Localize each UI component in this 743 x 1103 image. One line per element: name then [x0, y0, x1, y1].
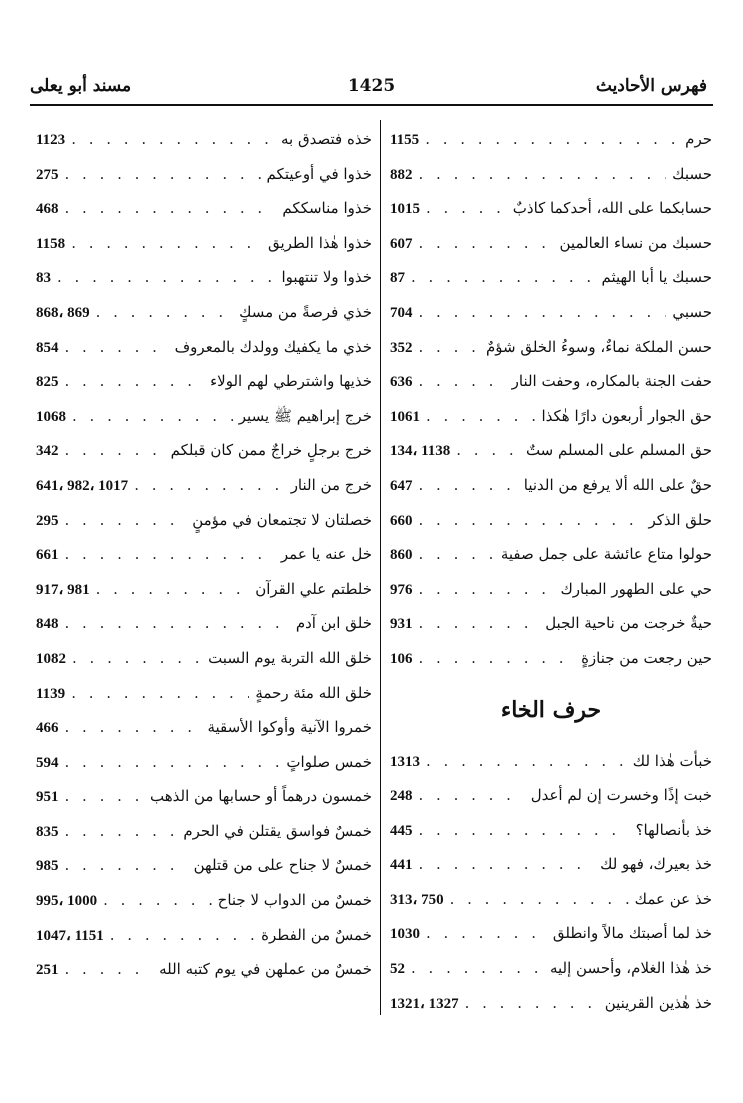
- hadith-number-ref: 1321، 1327: [390, 995, 459, 1012]
- index-entry: [36, 157, 372, 192]
- index-entry: [36, 848, 372, 883]
- dot-leader: [426, 191, 507, 226]
- hadith-number-ref: 985: [36, 858, 59, 875]
- page-number: 1425: [347, 76, 396, 96]
- dot-leader: [65, 364, 205, 399]
- index-entry: [36, 572, 372, 607]
- hadith-number-ref: 1158: [36, 235, 66, 252]
- index-entry: [36, 399, 372, 434]
- hadith-text: حسبك: [672, 164, 712, 183]
- index-entry: [390, 399, 712, 434]
- column-divider: [380, 120, 381, 1015]
- index-entry: [390, 364, 712, 399]
- hadith-text: خذ بأنصالها؟: [635, 820, 712, 839]
- hadith-text: خمسٌ من الفطرة: [261, 925, 372, 944]
- dot-leader: [65, 606, 290, 641]
- hadith-text: خذوا هٰذا الطريق: [267, 233, 372, 252]
- index-entry: [390, 916, 712, 951]
- index-entry: [390, 503, 712, 538]
- right-column: [390, 122, 712, 1020]
- dot-leader: [65, 157, 261, 192]
- dot-leader: [65, 848, 188, 883]
- hadith-number-ref: 1313: [390, 753, 420, 770]
- hadith-text: خرج برجلٍ خراجٌ ممن كان قبلكم: [170, 441, 372, 460]
- hadith-text: حسن الملكة نماءٌ، وسوءُ الخلق شؤمٌ: [485, 337, 712, 356]
- hadith-number-ref: 661: [36, 547, 59, 564]
- dot-leader: [65, 710, 202, 745]
- index-entry: [390, 813, 712, 848]
- hadith-number-ref: 468: [36, 201, 59, 218]
- hadith-number-ref: 1015: [390, 201, 420, 218]
- hadith-text: خذيها واشترطي لهم الولاء: [210, 372, 372, 391]
- index-entry: [36, 468, 372, 503]
- hadith-text: حين رجعت من جنازةٍ: [581, 648, 712, 667]
- dot-leader: [72, 399, 233, 434]
- hadith-number-ref: 868، 869: [36, 304, 90, 321]
- hadith-text: حسبي: [672, 302, 712, 321]
- hadith-number-ref: 636: [390, 374, 413, 391]
- index-entry: [390, 641, 712, 676]
- dot-leader: [65, 503, 187, 538]
- dot-leader: [419, 503, 643, 538]
- hadith-text: خذ هٰذا الغلام، وأحسن إليه: [549, 959, 712, 978]
- hadith-text: خذوا في أوعيتكم: [266, 164, 372, 183]
- index-entry: [390, 986, 712, 1021]
- index-entry: [390, 191, 712, 226]
- hadith-number-ref: 1082: [36, 650, 66, 667]
- hadith-number-ref: 52: [390, 961, 405, 978]
- dot-leader: [419, 157, 667, 192]
- index-entry: [36, 260, 372, 295]
- hadith-number-ref: 1068: [36, 408, 66, 425]
- dot-leader: [65, 433, 165, 468]
- index-entry: [36, 330, 372, 365]
- hadith-text: خمسٌ من الدواب لا جناح: [217, 891, 372, 910]
- running-title-book: مسند أبو يعلى: [30, 76, 132, 96]
- index-entry: [390, 260, 712, 295]
- index-entry: [390, 606, 712, 641]
- dot-leader: [419, 330, 480, 365]
- hadith-number-ref: 295: [36, 512, 59, 529]
- hadith-number-ref: 87: [390, 270, 405, 287]
- hadith-number-ref: 594: [36, 754, 59, 771]
- hadith-number-ref: 860: [390, 547, 413, 564]
- hadith-number-ref: 445: [390, 822, 413, 839]
- dot-leader: [419, 606, 540, 641]
- hadith-text: حي على الطهور المبارك: [560, 579, 712, 598]
- hadith-number-ref: 466: [36, 720, 59, 737]
- index-entry: [36, 814, 372, 849]
- running-title-index: فهرس الأحاديث: [595, 76, 707, 96]
- hadith-number-ref: 106: [390, 650, 413, 667]
- dot-leader: [419, 295, 667, 330]
- index-entry: [390, 744, 712, 779]
- hadith-text: خذي ما يكفيك وولدك بالمعروف: [174, 337, 372, 356]
- hadith-text: خلق ابن آدم: [295, 614, 372, 633]
- hadith-number-ref: 275: [36, 166, 59, 183]
- dot-leader: [71, 676, 249, 711]
- entries-before-list: [390, 122, 712, 676]
- index-entry: [390, 157, 712, 192]
- dot-leader: [419, 778, 525, 813]
- hadith-text: خبت إذًا وخسرت إن لم أعدل: [530, 786, 712, 805]
- dot-leader: [411, 260, 596, 295]
- index-entry: [390, 951, 712, 986]
- index-entry: [36, 641, 372, 676]
- index-entry: [36, 433, 372, 468]
- hadith-number-ref: 951: [36, 789, 59, 806]
- index-entry: [36, 745, 372, 780]
- hadith-text: حقٌ على الله ألا يرفع من الدنيا: [523, 475, 712, 494]
- hadith-text: حسابكما على الله، أحدكما كاذبٌ: [512, 199, 712, 218]
- index-entry: [390, 572, 712, 607]
- hadith-text: خذوا مناسككم: [282, 199, 372, 218]
- hadith-number-ref: 931: [390, 616, 413, 633]
- hadith-number-ref: 835: [36, 823, 59, 840]
- hadith-number-ref: 1139: [36, 685, 66, 702]
- index-entry: [36, 606, 372, 641]
- hadith-number-ref: 660: [390, 512, 413, 529]
- index-entry: [36, 883, 372, 918]
- hadith-number-ref: 248: [390, 788, 413, 805]
- index-entry: [390, 537, 712, 572]
- hadith-text: خلطتم علي القرآن: [255, 579, 372, 598]
- hadith-text: خذ بعيرك، فهو لك: [600, 855, 712, 874]
- index-entry: [36, 503, 372, 538]
- hadith-text: خذه فتصدق به: [281, 130, 372, 148]
- dot-leader: [96, 572, 250, 607]
- left-column: [36, 122, 372, 987]
- dot-leader: [65, 537, 275, 572]
- dot-leader: [419, 364, 506, 399]
- entries-list: [36, 122, 372, 987]
- hadith-text: خذي فرصةً من مسكٍ: [239, 302, 372, 321]
- index-entry: [36, 191, 372, 226]
- hadith-number-ref: 83: [36, 270, 51, 287]
- index-entry: [36, 122, 372, 157]
- dot-leader: [65, 745, 281, 780]
- hadith-text: خمسٌ من عملهن في يوم كتبه الله: [159, 960, 372, 979]
- hadith-number-ref: 848: [36, 616, 59, 633]
- hadith-text: خمس صلواتٍ: [286, 752, 372, 771]
- dot-leader: [425, 122, 679, 157]
- hadith-number-ref: 854: [36, 339, 59, 356]
- dot-leader: [419, 468, 518, 503]
- hadith-number-ref: 825: [36, 374, 59, 391]
- hadith-number-ref: 607: [390, 235, 413, 252]
- hadith-text: حلق الذكر: [648, 510, 712, 529]
- dot-leader: [450, 882, 629, 917]
- index-entry: [390, 295, 712, 330]
- dot-leader: [110, 918, 255, 953]
- hadith-text: حفت الجنة بالمكاره، وحفت النار: [511, 372, 712, 391]
- index-entry: [390, 468, 712, 503]
- dot-leader: [72, 641, 202, 676]
- dot-leader: [419, 641, 576, 676]
- dot-leader: [71, 122, 275, 157]
- hadith-number-ref: 1030: [390, 926, 420, 943]
- hadith-text: خمسٌ فواسق يقتلن في الحرم: [183, 821, 372, 840]
- index-entry: [36, 537, 372, 572]
- dot-leader: [71, 226, 262, 261]
- dot-leader: [411, 951, 544, 986]
- dot-leader: [419, 537, 495, 572]
- index-entry: [390, 778, 712, 813]
- hadith-number-ref: 704: [390, 304, 413, 321]
- hadith-number-ref: 647: [390, 477, 413, 494]
- dot-leader: [426, 399, 535, 434]
- hadith-text: خمروا الآنية وأوكوا الأسقية: [207, 718, 372, 737]
- dot-leader: [134, 468, 285, 503]
- index-entry: [36, 295, 372, 330]
- dot-leader: [65, 330, 169, 365]
- index-entry: [36, 918, 372, 953]
- hadith-text: خمسٌ لا جناح على من قتلهن: [193, 856, 372, 875]
- hadith-text: خمسون درهماً أو حسابها من الذهب: [149, 787, 372, 806]
- hadith-number-ref: 1155: [390, 132, 420, 148]
- hadith-text: حيةٌ خرجت من ناحية الجبل: [545, 614, 712, 633]
- hadith-number-ref: 641، 982، 1017: [36, 477, 129, 494]
- hadith-number-ref: 342: [36, 443, 59, 460]
- hadith-text: حولوا متاع عائشة على جمل صفية: [500, 545, 712, 564]
- section-title: حرف الخاء: [500, 696, 602, 723]
- header-rule: [30, 104, 713, 106]
- index-entry: [36, 676, 372, 711]
- index-entry: [390, 330, 712, 365]
- hadith-text: خذ عن عمك: [634, 889, 712, 908]
- index-entry: [36, 952, 372, 987]
- dot-leader: [465, 986, 599, 1021]
- dot-leader: [456, 433, 520, 468]
- dot-leader: [419, 226, 554, 261]
- hadith-number-ref: 976: [390, 581, 413, 598]
- dot-leader: [426, 744, 627, 779]
- index-entry: [390, 433, 712, 468]
- hadith-number-ref: 1123: [36, 132, 66, 148]
- hadith-text: حق المسلم على المسلم ستٌ: [525, 441, 712, 460]
- hadith-text: خذوا ولا تنتهبوا: [281, 268, 372, 287]
- hadith-text: خرج إبراهيم ﷺ يسير: [238, 406, 372, 425]
- hadith-text: خبأت هٰذا لك: [632, 751, 712, 770]
- hadith-text: خذ هٰذين القرينين: [604, 993, 712, 1012]
- hadith-text: حسبك من نساء العالمين: [559, 233, 712, 252]
- dot-leader: [65, 814, 178, 849]
- hadith-text: خرج من النار: [290, 475, 372, 494]
- index-entry: [390, 882, 712, 917]
- dot-leader: [65, 952, 154, 987]
- entries-after-list: [390, 744, 712, 1021]
- dot-leader: [57, 260, 276, 295]
- dot-leader: [65, 191, 277, 226]
- index-entry: [390, 847, 712, 882]
- hadith-number-ref: 134، 1138: [390, 443, 451, 460]
- hadith-text: خصلتان لا تجتمعان في مؤمنٍ: [192, 510, 372, 529]
- hadith-number-ref: 995، 1000: [36, 893, 98, 910]
- hadith-number-ref: 882: [390, 166, 413, 183]
- dot-leader: [103, 883, 212, 918]
- hadith-number-ref: 313، 750: [390, 891, 444, 908]
- hadith-text: خذ لما أصبتك مالاً وانطلق: [552, 924, 712, 943]
- dot-leader: [426, 916, 547, 951]
- hadith-number-ref: 441: [390, 857, 413, 874]
- hadith-number-ref: 352: [390, 339, 413, 356]
- index-entry: [36, 364, 372, 399]
- index-entry: [36, 779, 372, 814]
- dot-leader: [65, 779, 144, 814]
- hadith-text: خلق الله مئة رحمةٍ: [255, 683, 372, 702]
- hadith-text: حق الجوار أربعون دارًا هٰكذا: [541, 406, 712, 425]
- index-entry: [36, 710, 372, 745]
- dot-leader: [419, 813, 630, 848]
- hadith-number-ref: 917، 981: [36, 581, 90, 598]
- index-entry: [390, 122, 712, 157]
- hadith-text: حرم: [685, 130, 712, 148]
- hadith-number-ref: 251: [36, 962, 59, 979]
- hadith-text: حسبك يا أبا الهيثم: [601, 268, 712, 287]
- dot-leader: [419, 847, 595, 882]
- hadith-number-ref: 1047، 1151: [36, 927, 104, 944]
- index-entry: [36, 226, 372, 261]
- index-entry: [390, 226, 712, 261]
- dot-leader: [96, 295, 233, 330]
- dot-leader: [419, 572, 555, 607]
- hadith-text: خل عنه يا عمر: [280, 545, 372, 564]
- hadith-number-ref: 1061: [390, 408, 420, 425]
- hadith-text: خلق الله التربة يوم السبت: [208, 648, 372, 667]
